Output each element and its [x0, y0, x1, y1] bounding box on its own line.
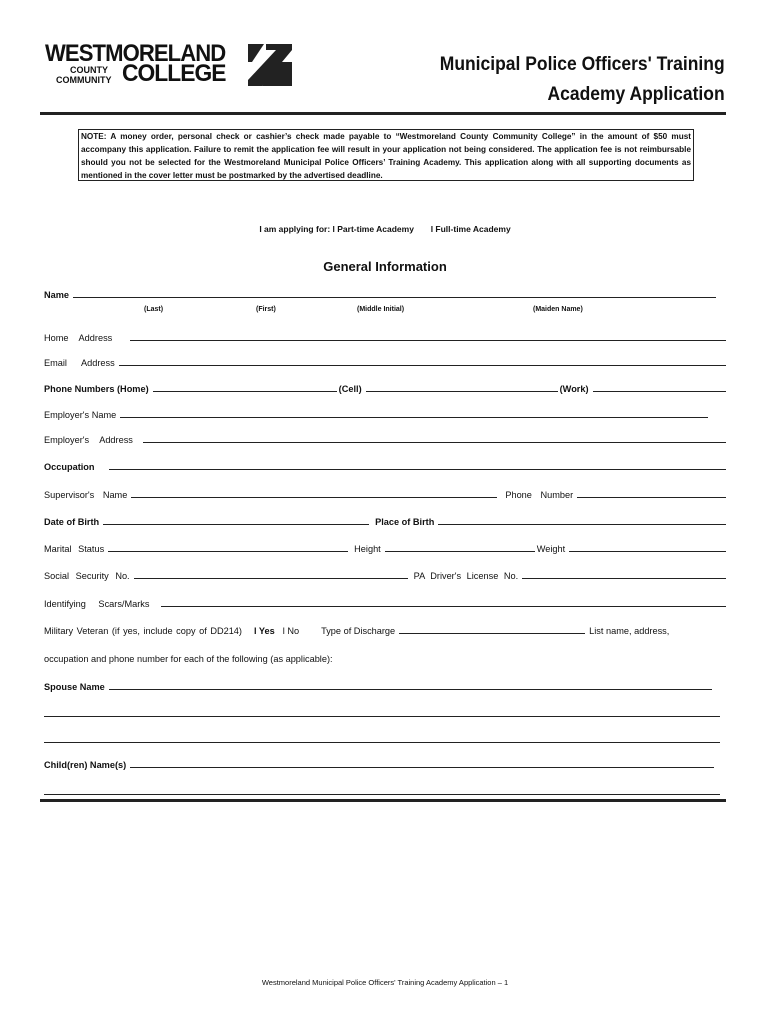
name-last-hint: (Last)	[144, 306, 164, 313]
part-time-option[interactable]: l Part-time Academy	[332, 224, 414, 234]
marital-label: Marital Status	[44, 544, 105, 554]
supervisor-phone-label: Phone Number	[505, 490, 574, 500]
supervisor-field[interactable]	[131, 497, 497, 498]
applying-label: I am applying for:	[259, 224, 331, 234]
ssn-field[interactable]	[134, 578, 408, 579]
ssn-label: Social Security No.	[44, 571, 130, 581]
email-label: Email Address	[44, 358, 115, 368]
name-row	[44, 290, 718, 300]
phone-cell-field[interactable]	[366, 391, 558, 392]
phone-work-field[interactable]	[593, 391, 726, 392]
home-address-row	[44, 333, 728, 343]
section-divider	[40, 799, 726, 802]
logo-westmoreland: WESTMORELAND	[45, 40, 226, 67]
weight-field[interactable]	[569, 551, 726, 552]
height-label: Height	[354, 544, 381, 554]
veteran-row	[44, 626, 728, 636]
children-line-2[interactable]	[44, 794, 720, 795]
employer-address-label: Employer's Address	[44, 435, 133, 445]
scars-label: Identifying Scars/Marks	[44, 599, 150, 609]
employer-address-row	[44, 435, 728, 445]
name-field[interactable]	[73, 297, 716, 298]
name-middle-hint: (Middle Initial)	[357, 306, 405, 313]
header-divider	[40, 112, 726, 115]
weight-label: Weight	[536, 544, 566, 554]
occupation-note-row	[44, 654, 728, 664]
full-time-option[interactable]: l Full-time Academy	[430, 224, 511, 234]
spouse-label: Spouse Name	[44, 682, 105, 692]
occupation-label: Occupation	[44, 462, 95, 472]
marital-field[interactable]	[108, 551, 348, 552]
spouse-line-2[interactable]	[44, 716, 720, 717]
phone-work-label: (Work)	[559, 384, 589, 394]
children-field[interactable]	[130, 767, 714, 768]
dob-field[interactable]	[103, 524, 369, 525]
spouse-row	[44, 682, 714, 692]
title-line2: Academy Application	[547, 84, 725, 105]
list-name-label: List name, address,	[589, 626, 670, 636]
employer-address-field[interactable]	[143, 442, 726, 443]
scars-field[interactable]	[161, 606, 726, 607]
name-maiden-hint: (Maiden Name)	[533, 306, 583, 313]
logo-community: COMMUNITY	[56, 75, 112, 85]
logo-county: COUNTY	[70, 65, 108, 75]
pob-label: Place of Birth	[375, 517, 435, 527]
supervisor-row	[44, 490, 728, 500]
children-label: Child(ren) Name(s)	[44, 760, 127, 770]
email-field[interactable]	[119, 365, 726, 366]
page-footer: Westmoreland Municipal Police Officers' Training Academy Application – 1	[261, 978, 509, 987]
height-field[interactable]	[385, 551, 535, 552]
ssn-row	[44, 571, 728, 581]
marital-row	[44, 544, 728, 554]
discharge-label: Type of Discharge	[321, 626, 396, 636]
spouse-line-3[interactable]	[44, 742, 720, 743]
phone-home-field[interactable]	[153, 391, 337, 392]
occupation-note: occupation and phone number for each of the following (as applicable):	[44, 654, 333, 664]
employer-name-row	[44, 410, 710, 420]
dob-label: Date of Birth	[44, 517, 100, 527]
supervisor-phone-field[interactable]	[577, 497, 726, 498]
page-title	[440, 50, 725, 110]
employer-name-field[interactable]	[120, 417, 708, 418]
pob-field[interactable]	[438, 524, 726, 525]
occupation-row	[44, 462, 728, 472]
academy-choice	[0, 224, 770, 234]
phone-home-label: Phone Numbers (Home)	[44, 384, 149, 394]
phone-row	[44, 384, 728, 394]
license-field[interactable]	[522, 578, 726, 579]
supervisor-label: Supervisor's Name	[44, 490, 128, 500]
spouse-field[interactable]	[109, 689, 712, 690]
veteran-yes-option[interactable]: l Yes	[253, 626, 275, 636]
college-logo-icon	[248, 44, 292, 86]
fee-note: NOTE: A money order, personal check or cashier’s check made payable to “Westmoreland County Community College” in the amount of $50 must accompany this application. Failure to remit the application fee will result in your application not being considered. The application fee is not reimbursable should you not be selected for the Westmoreland Municipal Police Officers’ Training Academy. This application along with all supporting documents as mentioned in the cover letter must be postmarked by the advertised deadline.	[78, 129, 694, 181]
home-address-field[interactable]	[130, 340, 726, 341]
name-label: Name	[44, 290, 70, 300]
email-row	[44, 358, 728, 368]
phone-cell-label: (Cell)	[338, 384, 362, 394]
name-first-hint: (First)	[256, 306, 276, 313]
occupation-field[interactable]	[109, 469, 726, 470]
employer-name-label: Employer's Name	[44, 410, 117, 420]
birth-row	[44, 517, 728, 527]
discharge-field[interactable]	[399, 633, 585, 634]
children-row	[44, 760, 716, 770]
license-label: PA Driver's License No.	[413, 571, 519, 581]
title-line1: Municipal Police Officers' Training	[440, 54, 725, 75]
veteran-label: Military Veteran (if yes, include copy of DD214)	[44, 626, 242, 636]
logo-college: COLLEGE	[122, 60, 226, 87]
home-address-label: Home Address	[44, 333, 113, 343]
section-title: General Information	[323, 259, 447, 274]
scars-row	[44, 599, 728, 609]
veteran-no-option[interactable]: l No	[282, 626, 300, 636]
